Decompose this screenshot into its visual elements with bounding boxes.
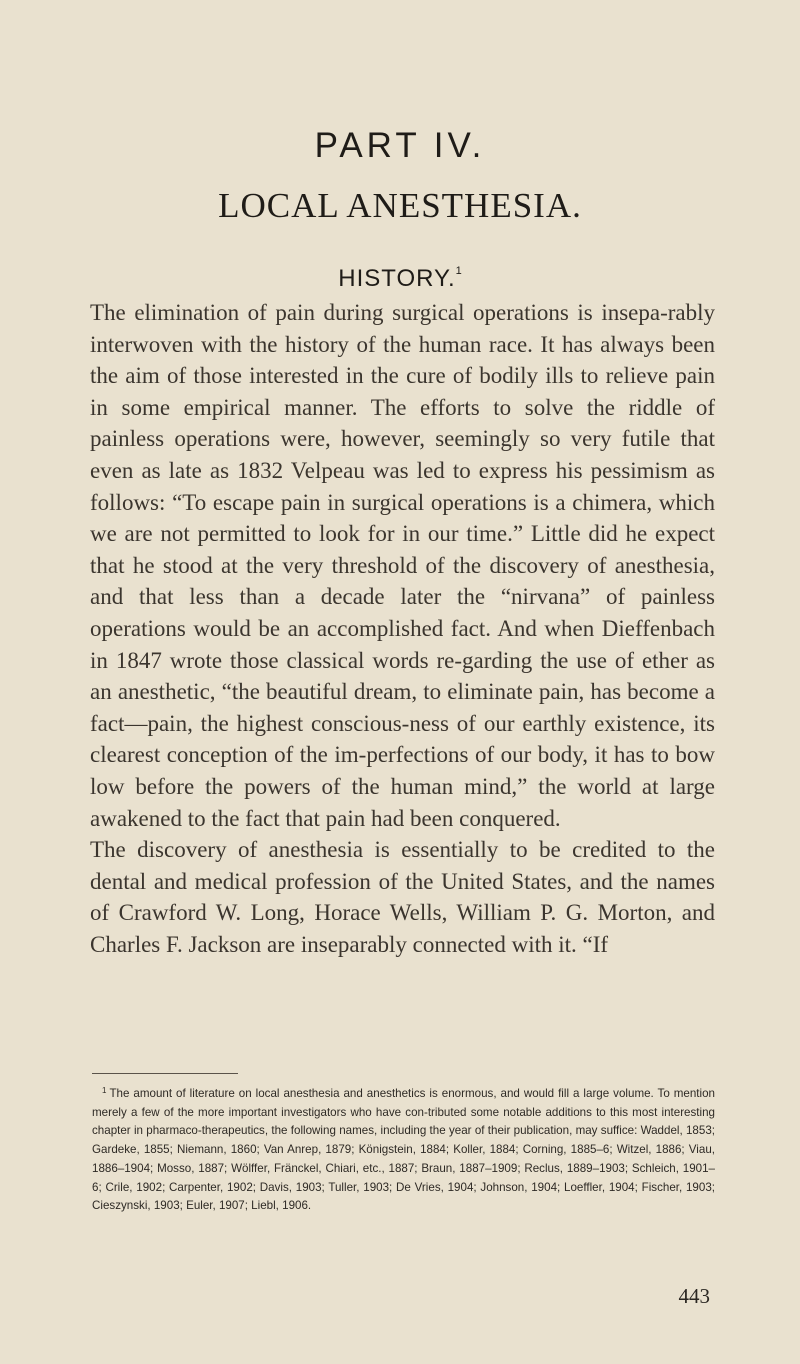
footnote-mark: 1	[102, 1086, 107, 1095]
section-heading	[0, 265, 800, 293]
section-heading-text: HISTORY.	[338, 265, 456, 292]
part-title: PART IV.	[314, 126, 486, 165]
chapter-title: LOCAL ANESTHESIA.	[218, 186, 582, 225]
footnote-reference[interactable]: 1	[455, 265, 462, 277]
body-text	[90, 297, 715, 960]
footnote	[92, 1082, 715, 1216]
paragraph: The elimination of pain during surgical operations is insepa-rably interwoven with the history of the human race. It has always been the aim of those interested in the cure of bodily ills to relieve pain in some empirical manner. The efforts to solve the riddle of painless operations were, however, seemingly so very futile that even as late as 1832 Velpeau was led to express his pessimism as follows: “To escape pain in surgical operations is a chimera, which we are not permitted to look for in our time.” Little did he expect that he stood at the very threshold of the discovery of anesthesia, and that less than a decade later the “nirvana” of painless operations would be an accomplished fact. And when Dieffenbach in 1847 wrote those classical words re-garding the use of ether as an anesthetic, “the beautiful dream, to eliminate pain, has become a fact—pain, the highest conscious-ness of our earthly existence, its clearest conception of the im-perfections of our body, it has to bow low before the powers of the human mind,” the world at large awakened to the fact that pain had been conquered.	[90, 300, 715, 831]
footnote-divider	[92, 1073, 238, 1074]
footnote-text: The amount of literature on local anesthesia and anesthetics is enormous, and would fill a large volume. To mention merely a few of the more important investigators who have con-tributed some notable additions to this most interesting chapter in pharmaco-therapeutics, the following names, including the year of their publication, may suffice: Waddel, 1853; Gardeke, 1855; Niemann, 1860; Van Anrep, 1879; Königstein, 1884; Koller, 1884; Corning, 1885–6; Witzel, 1886; Viau, 1886–1904; Mosso, 1887; Wölffer, Fränckel, Chiari, etc., 1887; Braun, 1887–1909; Reclus, 1889–1903; Schleich, 1901–6; Crile, 1902; Carpenter, 1902; Davis, 1903; Tuller, 1903; De Vries, 1904; Johnson, 1904; Loeffler, 1904; Fischer, 1903; Cieszynski, 1903; Euler, 1907; Liebl, 1906.	[92, 1087, 715, 1213]
paragraph: The discovery of anesthesia is essentially to be credited to the dental and medical profession of the United States, and the names of Crawford W. Long, Horace Wells, William P. G. Morton, and Charles F. Jackson are inseparably connected with it. “If	[90, 837, 715, 957]
page-number: 443	[678, 1284, 710, 1308]
